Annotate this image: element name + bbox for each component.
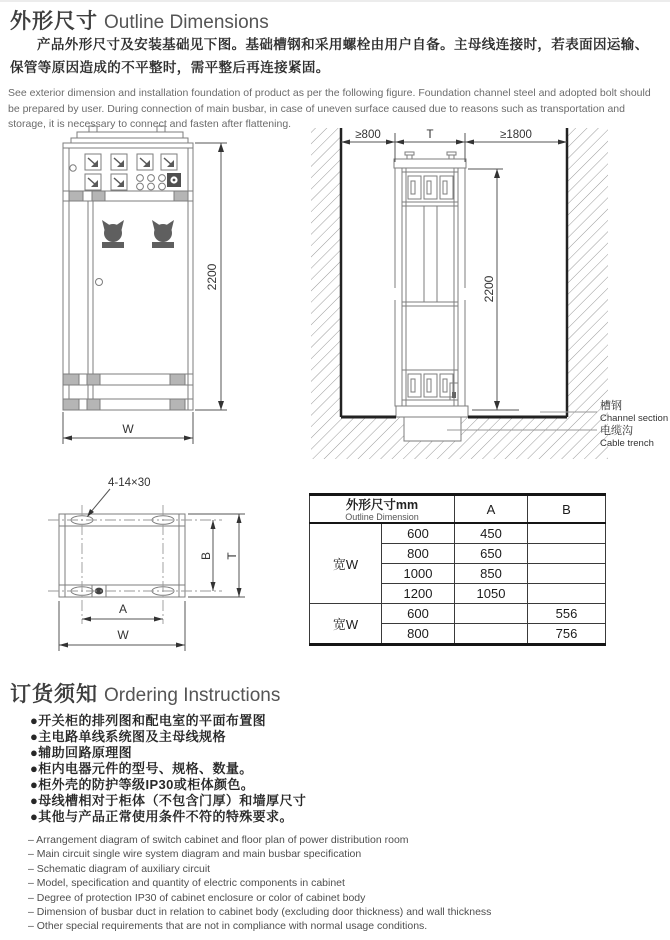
- cell-a: [455, 624, 528, 645]
- cabinet-side-outline: [394, 152, 466, 406]
- note-item: – Model, specification and quantity of electric components in cabinet: [28, 877, 345, 890]
- cell-a: 850: [455, 564, 528, 584]
- panel-button: [167, 173, 181, 187]
- cell-a: 450: [455, 523, 528, 544]
- clearance-right-label: ≥1800: [500, 129, 532, 141]
- page-title-zh: 外形尺寸: [10, 10, 98, 33]
- ordering-bullet-list: [30, 713, 306, 825]
- callout-trench-zh: 电缆沟: [600, 425, 633, 437]
- front-view-drawing: [40, 118, 240, 453]
- holes-leader: [90, 489, 110, 513]
- ordering-title-en: Ordering Instructions: [104, 685, 281, 706]
- cell-a: [455, 604, 528, 624]
- table-header-outline: [310, 495, 455, 524]
- arrow-left: [59, 643, 68, 648]
- callout-trench-en: Cable trench: [600, 438, 654, 449]
- dim-a-label: A: [118, 602, 128, 616]
- arrow-left: [82, 617, 91, 622]
- cell-w: 1000: [382, 564, 455, 584]
- callout-channel-en: Channel section: [600, 413, 669, 424]
- table-header-zh: 外形尺寸mm: [345, 497, 419, 512]
- page-title: [10, 5, 269, 35]
- arrow-up: [494, 169, 500, 178]
- callout-channel-zh: 槽钢: [600, 400, 622, 412]
- cell-b: [528, 523, 606, 544]
- door-lock-left: [102, 220, 124, 248]
- cell-w: 600: [382, 523, 455, 544]
- cell-w: 800: [382, 624, 455, 645]
- arrow-down: [237, 588, 242, 597]
- side-view-drawing: [300, 118, 670, 463]
- arrow-down: [218, 401, 224, 410]
- bullet-item: ●其他与产品正常使用条件不符的特殊要求。: [30, 809, 293, 824]
- cell-b: [528, 584, 606, 604]
- front-height-label: 2200: [205, 263, 219, 291]
- cell-w: 600: [382, 604, 455, 624]
- arrow-right: [184, 436, 193, 441]
- group2-label: 宽W: [310, 604, 382, 645]
- arrow-up: [218, 143, 224, 152]
- arrow-left: [63, 436, 72, 441]
- arrow-right: [176, 643, 185, 648]
- bullet-item: ●柜内电器元件的型号、规格、数量。: [30, 761, 253, 776]
- cell-w: 1200: [382, 584, 455, 604]
- cell-a: 1050: [455, 584, 528, 604]
- group1-label: 宽W: [310, 523, 382, 604]
- table-row: [310, 523, 606, 544]
- ordering-title: [10, 678, 280, 708]
- intro-paragraph-en: See exterior dimension and installation foundation of product as per the following figure. Foundation channel steel and adopted bolt should be prepared by user. During connection of main busbar, in case of uneven surface caused due to reasons such as transportation and storage, it is necessary to connect and fasten after flattening.: [8, 87, 651, 130]
- table-row: [310, 604, 606, 624]
- door-lock-right: [152, 220, 174, 248]
- table-header-b: B: [528, 495, 606, 524]
- plan-view-drawing: [30, 466, 260, 662]
- dim-w-label: W: [117, 628, 129, 642]
- table-header-row: [310, 495, 606, 524]
- depth-label: T: [426, 129, 434, 141]
- clearance-left-label: ≥800: [355, 129, 381, 141]
- arrow-right: [154, 617, 163, 622]
- note-item: – Degree of protection IP30 of cabinet enclosure or color of cabinet body: [28, 891, 366, 904]
- holes-label: 4-14×30: [108, 477, 151, 489]
- side-height-label: 2200: [482, 275, 496, 303]
- bullet-item: ●柜外壳的防护等级IP30或柜体颜色。: [30, 777, 255, 792]
- cabinet-door: [88, 201, 103, 374]
- table-header-a: A: [455, 495, 528, 524]
- note-item: – Arrangement diagram of switch cabinet and floor plan of power distribution room: [28, 834, 409, 846]
- cell-b: [528, 544, 606, 564]
- cell-w: 800: [382, 544, 455, 564]
- page-title-en: Outline Dimensions: [104, 12, 269, 33]
- ordering-notes-list: [28, 833, 491, 934]
- arrow-up: [237, 514, 242, 523]
- note-item: – Dimension of busbar duct in relation to cabinet body (excluding door thickness) and wall thickness: [28, 906, 492, 919]
- bullet-item: ●辅助回路原理图: [30, 745, 133, 760]
- arrow-up: [211, 520, 216, 529]
- note-item: – Other special requirements that are not in compliance with normal usage conditions.: [28, 920, 428, 933]
- note-item: – Main circuit single wire system diagram and main busbar specification: [28, 848, 362, 861]
- bullet-item: ●母线槽相对于柜体（不包含门厚）和墙厚尺寸: [30, 793, 307, 808]
- cell-a: 650: [455, 544, 528, 564]
- front-width-label: W: [122, 422, 134, 436]
- ordering-title-zh: 订货须知: [10, 683, 98, 706]
- dim-b-label: B: [199, 551, 213, 561]
- note-item: – Schematic diagram of auxiliary circuit: [28, 862, 211, 875]
- foundation-outline: [59, 514, 185, 597]
- intro-paragraph-zh: 产品外形尺寸及安装基础见下图。基础槽钢和采用螺栓由用户自备。主母线连接时，若表面因运输、保管等原因造成的不平整时，需平整后再连接紧固。: [10, 37, 649, 75]
- cell-b: 556: [528, 604, 606, 624]
- dim-t-label: T: [225, 552, 239, 560]
- bullet-item: ●开关柜的排列图和配电室的平面布置图: [30, 713, 267, 728]
- cell-b: 756: [528, 624, 606, 645]
- bullet-item: ●主电路单线系统图及主母线规格: [30, 729, 226, 744]
- arrow-down: [211, 582, 216, 591]
- cell-b: [528, 564, 606, 584]
- table-header-en: Outline Dimension: [345, 511, 419, 522]
- arrow-down: [494, 401, 500, 410]
- dimensions-table: [309, 493, 606, 646]
- cabinet-rails: [63, 191, 193, 410]
